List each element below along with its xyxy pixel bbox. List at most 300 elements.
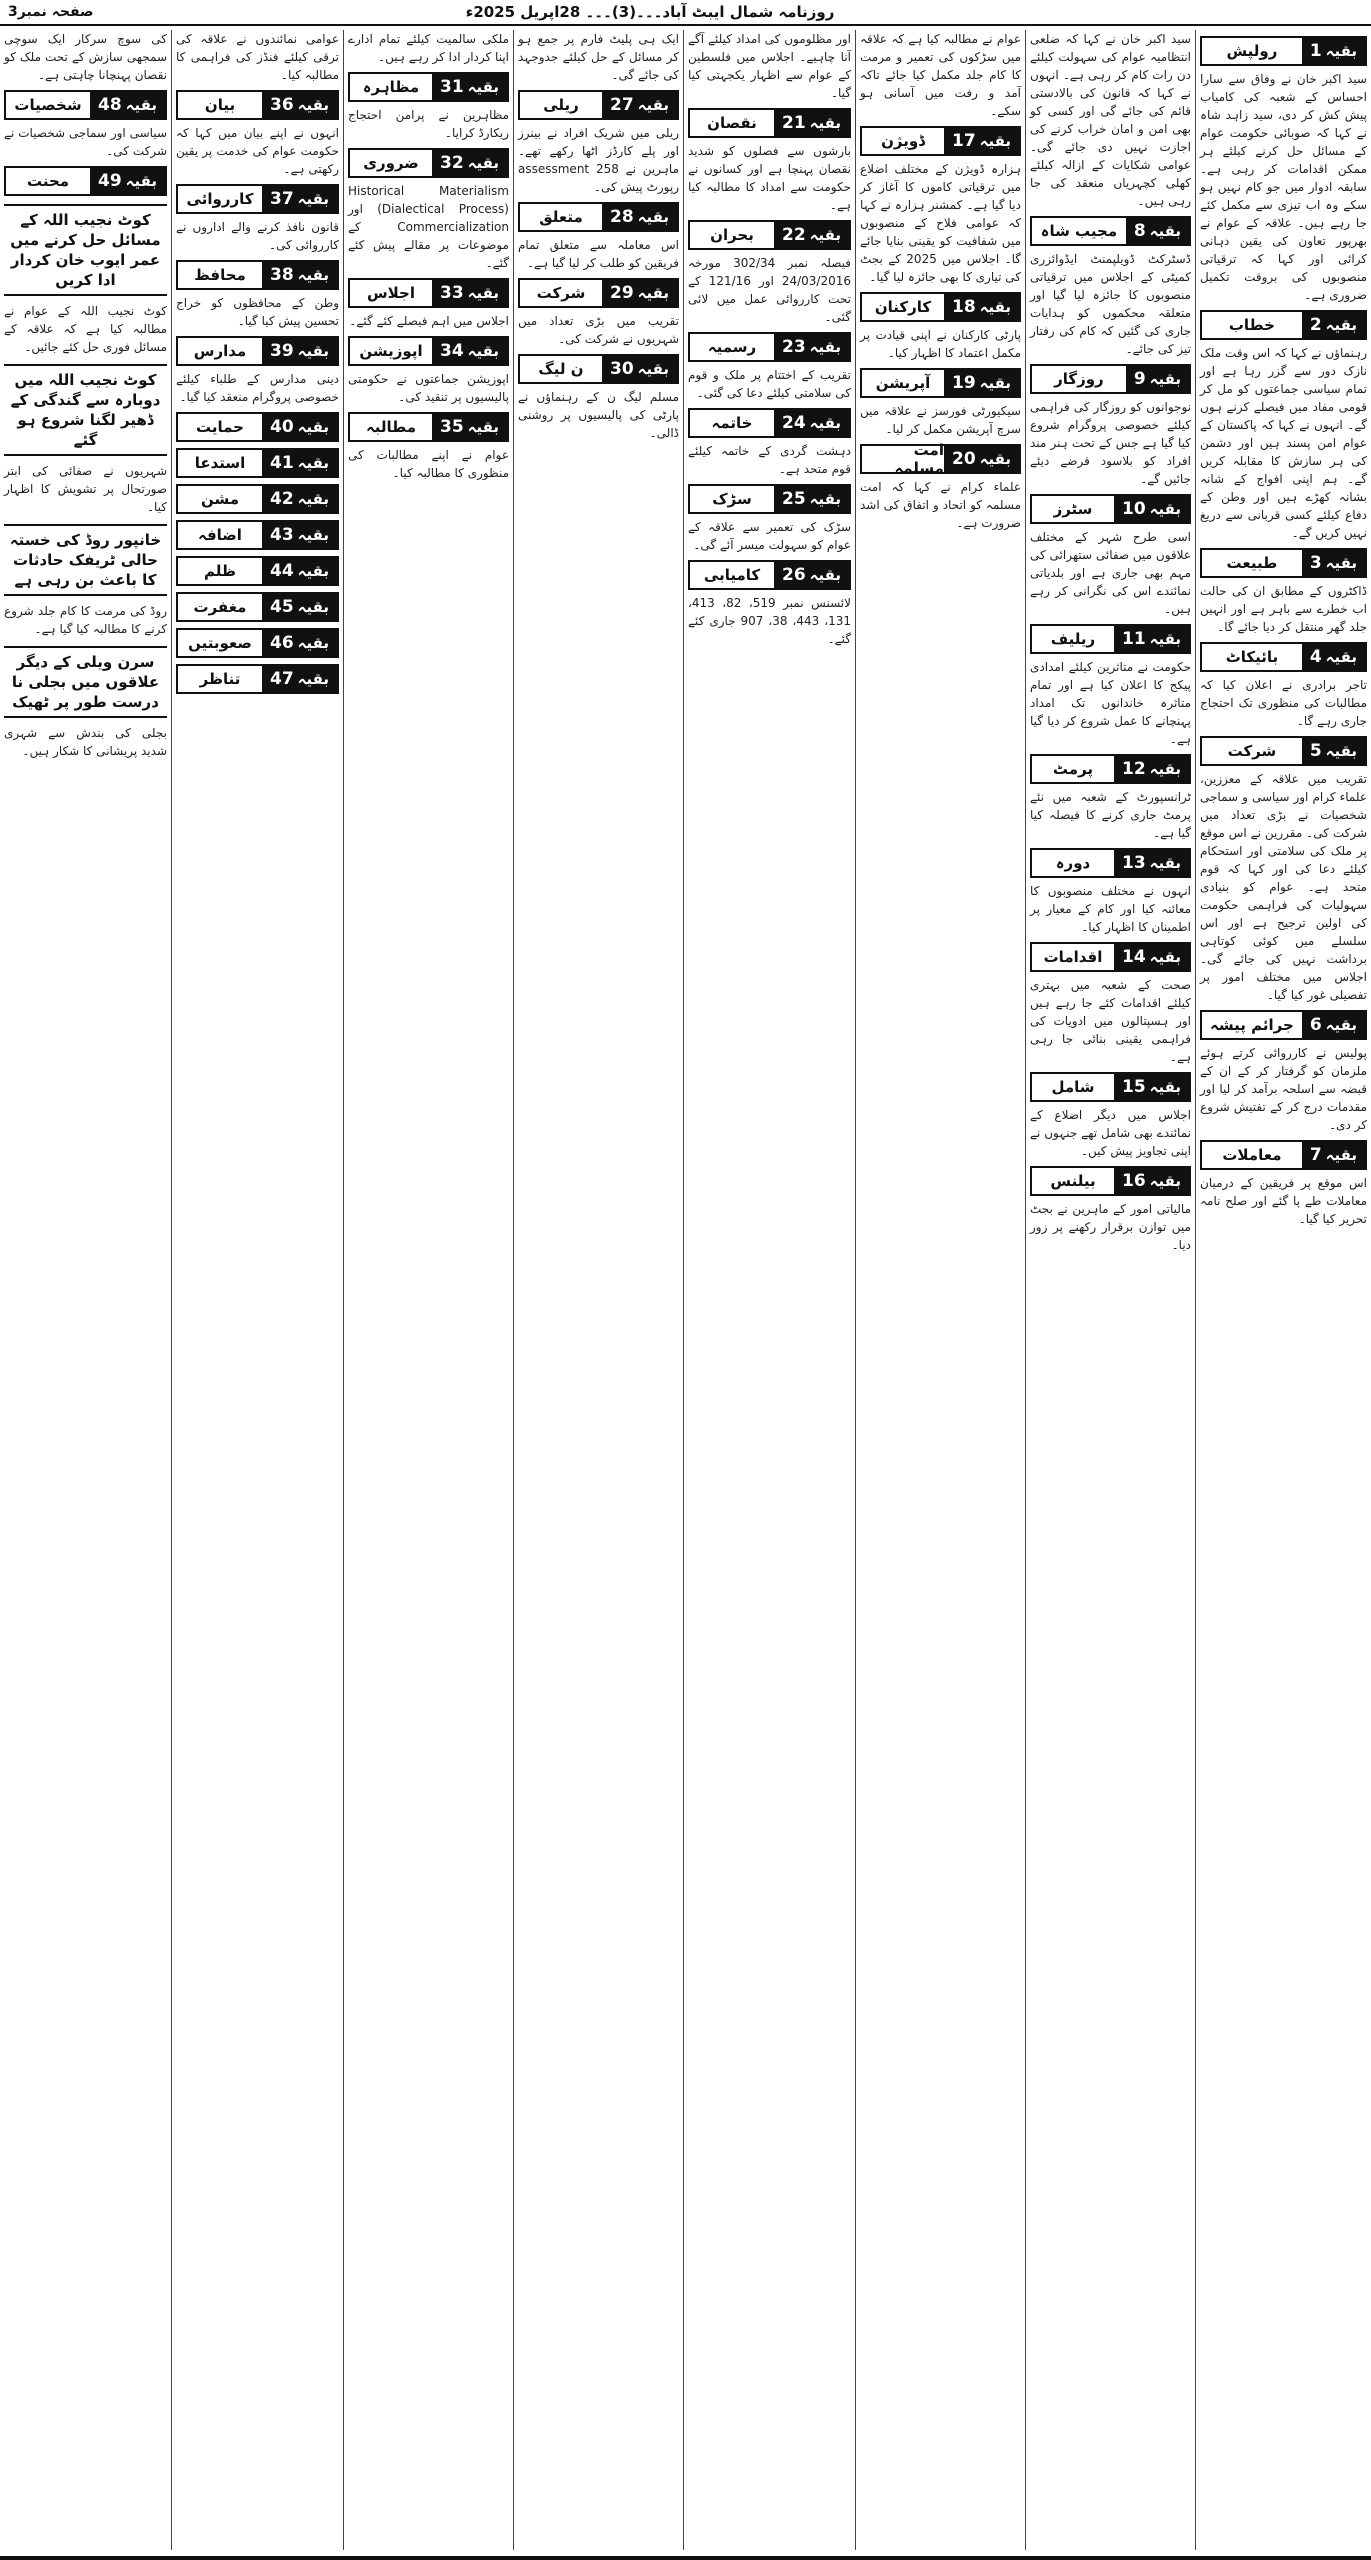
continuation-box xyxy=(1030,624,1191,654)
continuation-box xyxy=(1200,310,1367,340)
continuation-label xyxy=(1302,38,1365,64)
continuation-keyword: متعلق xyxy=(520,204,602,230)
continuation-number: 32 xyxy=(439,153,464,173)
article-text: علماء کرام نے کہا کہ امت مسلمہ کو اتحاد و اتفاق کی اشد ضرورت ہے۔ xyxy=(860,480,1021,530)
article-text: عوامی نمائندوں نے علاقہ کی ترقی کیلئے فنڈز کی فراہمی کا مطالبہ کیا۔ xyxy=(176,32,339,82)
continuation-box xyxy=(1030,216,1191,246)
continuation-box xyxy=(1030,942,1191,972)
article-text: پولیس نے کارروائی کرتے ہوئے ملزمان کو گرفتار کر کے ان کے قبضہ سے اسلحہ برآمد کر لیا اور مقدمات درج کر کے تفتیش شروع کر دی۔ xyxy=(1200,1046,1367,1132)
continuation-number: 13 xyxy=(1121,853,1146,873)
continuation-word-baqia: بقیہ xyxy=(637,208,669,226)
continuation-box xyxy=(176,412,339,442)
continuation-keyword: سڑک xyxy=(690,486,774,512)
continuation-number: 42 xyxy=(269,489,294,509)
continuation-label xyxy=(1302,738,1365,764)
article-text: اس موقع پر فریقین کے درمیان معاملات طے پا گئے اور صلح نامہ تحریر کیا گیا۔ xyxy=(1200,1176,1367,1226)
continuation-number: 33 xyxy=(439,283,464,303)
continuation-box xyxy=(860,368,1021,398)
continuation-word-baqia: بقیہ xyxy=(979,374,1011,392)
continuation-word-baqia: بقیہ xyxy=(125,96,157,114)
article-text: اجلاس میں دیگر اضلاع کے نمائندے بھی شامل تھے جنہوں نے اپنی تجاویز پیش کیں۔ xyxy=(1030,1108,1191,1158)
continuation-number: 22 xyxy=(781,225,806,245)
continuation-word-baqia: بقیہ xyxy=(1149,1078,1181,1096)
continuation-number: 36 xyxy=(269,95,294,115)
article-text: وطن کے محافظوں کو خراج تحسین پیش کیا گیا۔ xyxy=(176,296,339,328)
continuation-number: 34 xyxy=(439,341,464,361)
continuation-word-baqia: بقیہ xyxy=(297,526,329,544)
continuation-box xyxy=(1030,848,1191,878)
news-column-3 xyxy=(855,30,1025,2550)
continuation-keyword: شخصیات xyxy=(6,92,90,118)
article-text: حکومت نے متاثرین کیلئے امدادی پیکج کا اعلان کیا ہے اور تمام متاثرہ خاندانوں تک امداد پہنچانے کا عمل شروع کر دیا گیا ہے۔ xyxy=(1030,660,1191,746)
article-text: ایک ہی پلیٹ فارم پر جمع ہو کر مسائل کے حل کیلئے جدوجہد کی جائے گی۔ xyxy=(518,32,679,82)
continuation-number: 4 xyxy=(1309,647,1322,667)
continuation-label xyxy=(262,522,337,548)
continuation-box xyxy=(518,278,679,308)
continuation-word-baqia: بقیہ xyxy=(979,450,1011,468)
continuation-box xyxy=(176,628,339,658)
article-text: مسلم لیگ ن کے رہنماؤں نے پارٹی کی پالیسیوں پر روشنی ڈالی۔ xyxy=(518,390,679,440)
continuation-keyword: ڈویژن xyxy=(862,128,944,154)
continuation-word-baqia: بقیہ xyxy=(809,338,841,356)
continuation-word-baqia: بقیہ xyxy=(1325,554,1357,572)
continuation-number: 9 xyxy=(1133,369,1146,389)
continuation-label xyxy=(1114,1074,1189,1100)
continuation-box xyxy=(1030,364,1191,394)
continuation-number: 18 xyxy=(951,297,976,317)
continuation-box xyxy=(1200,1010,1367,1040)
article-text: نوجوانوں کو روزگار کی فراہمی کیلئے خصوصی پروگرام شروع کیا گیا ہے جس کے تحت ہنر مند افراد کو بلاسود قرضے دیئے جائیں گے۔ xyxy=(1030,400,1191,486)
continuation-box xyxy=(4,90,167,120)
continuation-label xyxy=(774,410,849,436)
article-text: سید اکبر خان نے وفاق سے سارا احساس کے شعبہ کی کامیاب پیش کش کر دی، سید زاہد شاہ نے کہا کہ صوبائی حکومت عوام کے مسائل حل کرنے کیلئے ہر ممکن اقدامات کر رہی ہے۔ سابقہ ادوار میں جو کام نہیں ہو سکے وہ اب تیزی سے مکمل کئے جا رہے ہیں۔ علاقہ کے عوام نے بھرپور تعاون کی یقین دہانی کرائی اور کہا کہ ترقیاتی منصوبوں کی بروقت تکمیل ضروری ہے۔ xyxy=(1200,72,1367,302)
article-text: فیصلہ نمبر 302/34 مورخہ 24/03/2016 اور 121/16 کے تحت کارروائی عمل میں لائی گئی۔ xyxy=(688,256,852,324)
continuation-label xyxy=(262,338,337,364)
continuation-keyword: ظلم xyxy=(178,558,262,584)
article-text: Historical Materialism (Dialectical Process) اور Commercialization کے موضوعات پر مقالے پیش کئے گئے۔ xyxy=(348,184,509,270)
continuation-keyword: بحران xyxy=(690,222,774,248)
continuation-number: 47 xyxy=(269,669,294,689)
continuation-label xyxy=(90,168,165,194)
news-column-8 xyxy=(0,30,171,2550)
continuation-box xyxy=(518,90,679,120)
article-text: لائسنس نمبر 519، 82، 413، 131، 443، 38، 907 جاری کئے گئے۔ xyxy=(688,596,852,646)
continuation-keyword: شرکت xyxy=(1202,738,1302,764)
article-text: تقریب میں بڑی تعداد میں شہریوں نے شرکت کی۔ xyxy=(518,314,679,346)
continuation-keyword: رسمیہ xyxy=(690,334,774,360)
article-text: بجلی کی بندش سے شہری شدید پریشانی کا شکار ہیں۔ xyxy=(4,726,167,758)
continuation-box xyxy=(348,148,509,178)
continuation-label xyxy=(432,338,507,364)
continuation-number: 20 xyxy=(951,449,976,469)
continuation-keyword: مجیب شاہ xyxy=(1032,218,1126,244)
continuation-label xyxy=(262,186,337,212)
continuation-word-baqia: بقیہ xyxy=(1325,1016,1357,1034)
continuation-keyword: اجلاس xyxy=(350,280,432,306)
continuation-word-baqia: بقیہ xyxy=(1149,1172,1181,1190)
continuation-label xyxy=(774,562,849,588)
continuation-keyword: مظاہرہ xyxy=(350,74,432,100)
article-text: عوام نے مطالبہ کیا ہے کہ علاقہ میں سڑکوں کی تعمیر و مرمت کا کام جلد مکمل کیا جائے تاکہ آمد و رفت میں آسانی ہو سکے۔ xyxy=(860,32,1021,118)
news-headline: کوٹ نجیب اللہ میں دوبارہ سے گندگی کے ڈھیر لگنا شروع ہو گئے xyxy=(4,364,167,456)
continuation-word-baqia: بقیہ xyxy=(637,96,669,114)
continuation-number: 8 xyxy=(1133,221,1146,241)
continuation-keyword: مدارس xyxy=(178,338,262,364)
article-text: ملکی سالمیت کیلئے تمام ادارے اپنا کردار ادا کر رہے ہیں۔ xyxy=(348,32,509,64)
continuation-label xyxy=(432,150,507,176)
continuation-word-baqia: بقیہ xyxy=(1149,760,1181,778)
continuation-label xyxy=(262,450,337,476)
news-column-7 xyxy=(171,30,343,2550)
article-text: اسی طرح شہر کے مختلف علاقوں میں صفائی ستھرائی کی مہم بھی جاری ہے اور بلدیاتی نمائندے اس کی نگرانی کر رہے ہیں۔ xyxy=(1030,530,1191,616)
continuation-box xyxy=(518,354,679,384)
article-text: پارٹی کارکنان نے اپنی قیادت پر مکمل اعتماد کا اظہار کیا۔ xyxy=(860,328,1021,360)
continuation-keyword: تناظر xyxy=(178,666,262,692)
continuation-number: 5 xyxy=(1309,741,1322,761)
article-text: اجلاس میں اہم فیصلے کئے گئے۔ xyxy=(349,314,509,328)
news-column-1 xyxy=(1195,30,1371,2550)
article-text: روڈ کی مرمت کا کام جلد شروع کرنے کا مطالبہ کیا گیا ہے۔ xyxy=(4,604,167,636)
continuation-box xyxy=(860,441,1021,477)
article-text: انہوں نے اپنے بیان میں کہا کہ حکومت عوام کی خدمت پر یقین رکھتی ہے۔ xyxy=(176,126,339,176)
continuation-label xyxy=(944,370,1019,396)
continuation-word-baqia: بقیہ xyxy=(297,490,329,508)
continuation-label xyxy=(1302,550,1365,576)
continuation-number: 23 xyxy=(781,337,806,357)
article-text: کی سوچ سرکار ایک سوچی سمجھی سازش کے تحت ملک کو نقصان پہنچانا چاہتی ہے۔ xyxy=(4,32,167,82)
continuation-box xyxy=(1030,754,1191,784)
article-text: بارشوں سے فصلوں کو شدید نقصان پہنچا ہے اور کسانوں نے حکومت سے امداد کا مطالبہ کیا ہے۔ xyxy=(688,144,851,212)
continuation-label xyxy=(262,92,337,118)
continuation-keyword: روزگار xyxy=(1032,366,1126,392)
continuation-word-baqia: بقیہ xyxy=(467,342,499,360)
continuation-number: 30 xyxy=(609,359,634,379)
masthead-title: روزنامہ شمال ایبٹ آباد۔۔۔(3)۔۔۔ 28اپریل 2025ء xyxy=(465,3,835,21)
continuation-label xyxy=(1126,366,1189,392)
continuation-number: 39 xyxy=(269,341,294,361)
continuation-label xyxy=(944,446,1019,472)
continuation-keyword: اضافہ xyxy=(178,522,262,548)
continuation-keyword: کارکنان xyxy=(862,294,944,320)
continuation-number: 27 xyxy=(609,95,634,115)
continuation-number: 6 xyxy=(1309,1015,1322,1035)
continuation-word-baqia: بقیہ xyxy=(1149,370,1181,388)
continuation-keyword: حمایت xyxy=(178,414,262,440)
continuation-word-baqia: بقیہ xyxy=(1149,630,1181,648)
article-text: تقریب کے اختتام پر ملک و قوم کی سلامتی کیلئے دعا کی گئی۔ xyxy=(688,368,851,400)
continuation-label xyxy=(944,128,1019,154)
continuation-number: 21 xyxy=(781,113,806,133)
continuation-number: 7 xyxy=(1309,1145,1322,1165)
continuation-word-baqia: بقیہ xyxy=(979,298,1011,316)
continuation-keyword: سٹرز xyxy=(1032,496,1114,522)
continuation-keyword: معاملات xyxy=(1202,1142,1302,1168)
continuation-box xyxy=(348,412,509,442)
continuation-box xyxy=(176,592,339,622)
continuation-box xyxy=(348,336,509,366)
article-text: صحت کے شعبہ میں بہتری کیلئے اقدامات کئے جا رہے ہیں اور ہسپتالوں میں ادویات کی فراہمی یقینی بنائی جا رہی ہے۔ xyxy=(1030,978,1191,1064)
continuation-box xyxy=(860,126,1021,156)
article-text: دینی مدارس کے طلباء کیلئے خصوصی پروگرام منعقد کیا گیا۔ xyxy=(176,372,339,404)
continuation-word-baqia: بقیہ xyxy=(297,266,329,284)
continuation-label xyxy=(262,558,337,584)
news-headline: سرن ویلی کے دیگر علاقوں میں بجلی نا درست طور پر ٹھیک xyxy=(4,646,167,718)
continuation-keyword: شرکت xyxy=(520,280,602,306)
article-text: ڈسٹرکٹ ڈویلپمنٹ ایڈوائزری کمیٹی کے اجلاس میں ترقیاتی منصوبوں کا جائزہ لیا گیا اور متعلقہ محکموں کو ہدایات جاری کی گئیں کہ کام کی رفتار تیز کی جائے۔ xyxy=(1030,252,1191,356)
page-bottom-rule xyxy=(0,2556,1371,2560)
continuation-number: 29 xyxy=(609,283,634,303)
continuation-number: 24 xyxy=(781,413,806,433)
article-text: سڑک کی تعمیر سے علاقہ کے عوام کو سہولت میسر آئے گی۔ xyxy=(688,520,851,552)
article-text: رہنماؤں نے کہا کہ اس وقت ملک نازک دور سے گزر رہا ہے اور تمام سیاسی جماعتوں کو مل کر قومی مفاد میں فیصلے کرنے ہوں گے۔ انہوں نے کہا کہ پاکستان کے عوام امن پسند ہیں اور دشمن کی ہر سازش کا مقابلہ کریں گے۔ ہم اپنی افواج کے شانہ بشانہ کھڑے ہیں اور وطن کے دفاع کیلئے کسی قربانی سے دریغ نہیں کریں گے۔ xyxy=(1200,346,1367,540)
continuation-box xyxy=(176,664,339,694)
continuation-keyword: مشن xyxy=(178,486,262,512)
continuation-box xyxy=(176,484,339,514)
continuation-number: 14 xyxy=(1121,947,1146,967)
continuation-word-baqia: بقیہ xyxy=(467,418,499,436)
continuation-number: 35 xyxy=(439,417,464,437)
continuation-box xyxy=(348,72,509,102)
article-text: اور مظلوموں کی امداد کیلئے آگے آنا چاہیے۔ اجلاس میں فلسطین کے عوام سے اظہار یکجہتی کیا گیا۔ xyxy=(688,32,851,100)
continuation-keyword: استدعا xyxy=(178,450,262,476)
continuation-box xyxy=(4,166,167,196)
continuation-keyword: بائیکاٹ xyxy=(1202,644,1302,670)
masthead xyxy=(0,0,1371,26)
continuation-label xyxy=(774,334,849,360)
continuation-keyword: خاتمہ xyxy=(690,410,774,436)
continuation-word-baqia: بقیہ xyxy=(1325,742,1357,760)
continuation-keyword: نقصان xyxy=(690,110,774,136)
continuation-keyword: اقدامات xyxy=(1032,944,1114,970)
article-text: عوام نے اپنے مطالبات کی منظوری کا مطالبہ کیا۔ xyxy=(348,448,509,480)
continuation-label xyxy=(944,294,1019,320)
continuation-keyword: ضروری xyxy=(350,150,432,176)
continuation-label xyxy=(262,414,337,440)
continuation-label xyxy=(1114,944,1189,970)
continuation-box xyxy=(176,260,339,290)
continuation-label xyxy=(90,92,165,118)
continuation-word-baqia: بقیہ xyxy=(297,562,329,580)
continuation-label xyxy=(1114,496,1189,522)
continuation-word-baqia: بقیہ xyxy=(1325,648,1357,666)
continuation-word-baqia: بقیہ xyxy=(1325,1146,1357,1164)
continuation-word-baqia: بقیہ xyxy=(809,226,841,244)
article-text: تقریب میں علاقہ کے معززین، علماء کرام اور سیاسی و سماجی شخصیات نے بڑی تعداد میں شرکت کی۔ مقررین نے اس موقع پر ملک کی سلامتی اور استحکام کیلئے دعا کی اور کہا کہ قوم متحد ہے۔ عوام کو بنیادی سہولیات کی فراہمی حکومت کی اولین ترجیح ہے اور اس سلسلے میں کوئی کوتاہی برداشت نہیں کی جائے گی۔ اجلاس میں مختلف امور پر تفصیلی غور کیا گیا۔ xyxy=(1200,772,1367,1002)
continuation-word-baqia: بقیہ xyxy=(297,670,329,688)
continuation-number: 48 xyxy=(97,95,122,115)
page-number-label: صفحہ نمبر3 xyxy=(8,4,94,20)
continuation-box xyxy=(1030,1166,1191,1196)
article-text: تاجر برادری نے اعلان کیا کہ مطالبات کی منظوری تک احتجاج جاری رہے گا۔ xyxy=(1200,678,1367,728)
continuation-label xyxy=(1114,850,1189,876)
continuation-box xyxy=(860,292,1021,322)
continuation-number: 43 xyxy=(269,525,294,545)
continuation-keyword: رولپش xyxy=(1202,38,1302,64)
continuation-keyword: کامیابی xyxy=(690,562,774,588)
continuation-box xyxy=(688,332,851,362)
continuation-number: 41 xyxy=(269,453,294,473)
continuation-number: 40 xyxy=(269,417,294,437)
article-text: مظاہرین نے پرامن احتجاج ریکارڈ کرایا۔ xyxy=(348,108,509,140)
continuation-number: 16 xyxy=(1121,1171,1146,1191)
continuation-keyword: مغفرت xyxy=(178,594,262,620)
continuation-number: 37 xyxy=(269,189,294,209)
continuation-word-baqia: بقیہ xyxy=(637,360,669,378)
article-text: سید اکبر خان نے کہا کہ ضلعی انتظامیہ عوام کی سہولت کیلئے دن رات کام کر رہی ہے۔ انہوں نے کہا کہ قانون کی بالادستی قائم کی جائے گی اور کسی کو بھی امن و امان خراب کرنے کی اجازت نہیں دی جائے گی۔ عوامی شکایات کے ازالہ کیلئے کھلی کچہریاں منعقد کی جا رہی ہیں۔ xyxy=(1030,32,1191,208)
continuation-word-baqia: بقیہ xyxy=(297,190,329,208)
continuation-keyword: بیلنس xyxy=(1032,1168,1114,1194)
continuation-number: 17 xyxy=(951,131,976,151)
continuation-label xyxy=(262,594,337,620)
continuation-keyword: پرمٹ xyxy=(1032,756,1114,782)
article-text: ٹرانسپورٹ کے شعبہ میں نئے پرمٹ جاری کرنے کا فیصلہ کیا گیا ہے۔ xyxy=(1030,790,1191,840)
article-text: مالیاتی امور کے ماہرین نے بجٹ میں توازن برقرار رکھنے پر زور دیا۔ xyxy=(1030,1202,1191,1252)
article-text: ڈاکٹروں کے مطابق ان کی حالت اب خطرے سے باہر ہے اور انہیں جلد گھر منتقل کر دیا جائے گا۔ xyxy=(1200,584,1367,634)
continuation-number: 44 xyxy=(269,561,294,581)
continuation-label xyxy=(1302,1012,1365,1038)
continuation-box xyxy=(1200,642,1367,672)
continuation-word-baqia: بقیہ xyxy=(1149,500,1181,518)
news-headline: خانپور روڈ کی خستہ حالی ٹریفک حادثات کا باعث بن رہی ہے xyxy=(4,524,167,596)
continuation-word-baqia: بقیہ xyxy=(1149,948,1181,966)
article-text: قانون نافذ کرنے والے اداروں نے کارروائی کی۔ xyxy=(176,220,339,252)
continuation-box xyxy=(518,202,679,232)
continuation-label xyxy=(1126,218,1189,244)
continuation-label xyxy=(602,204,677,230)
continuation-word-baqia: بقیہ xyxy=(809,114,841,132)
continuation-box xyxy=(1200,736,1367,766)
continuation-box xyxy=(176,184,339,214)
continuation-label xyxy=(432,74,507,100)
continuation-box xyxy=(176,448,339,478)
continuation-word-baqia: بقیہ xyxy=(637,284,669,302)
continuation-label xyxy=(432,414,507,440)
continuation-label xyxy=(1114,1168,1189,1194)
continuation-word-baqia: بقیہ xyxy=(467,154,499,172)
continuation-number: 3 xyxy=(1309,553,1322,573)
continuation-keyword: کارروائی xyxy=(178,186,262,212)
continuation-box xyxy=(688,408,851,438)
article-text: ہزارہ ڈویژن کے مختلف اضلاع میں ترقیاتی کاموں کا آغاز کر دیا گیا ہے۔ کمشنر ہزارہ نے کہا کہ عوامی فلاح کے منصوبوں میں شفافیت کو یقینی بنایا جائے گا۔ اجلاس میں 2025 کے بجٹ کی تیاری کا بھی جائزہ لیا گیا۔ xyxy=(860,162,1021,284)
article-text: کوٹ نجیب اللہ کے عوام نے مطالبہ کیا ہے کہ علاقہ کے مسائل فوری حل کئے جائیں۔ xyxy=(4,304,167,354)
continuation-box xyxy=(1200,36,1367,66)
continuation-number: 49 xyxy=(97,171,122,191)
continuation-label xyxy=(774,486,849,512)
continuation-keyword: دورہ xyxy=(1032,850,1114,876)
continuation-word-baqia: بقیہ xyxy=(809,490,841,508)
continuation-keyword: شامل xyxy=(1032,1074,1114,1100)
continuation-label xyxy=(262,630,337,656)
continuation-number: 25 xyxy=(781,489,806,509)
continuation-keyword: اپوزیشن xyxy=(350,338,432,364)
news-column-4 xyxy=(683,30,855,2550)
continuation-word-baqia: بقیہ xyxy=(297,598,329,616)
continuation-label xyxy=(1302,312,1365,338)
news-column-5 xyxy=(513,30,683,2550)
continuation-number: 45 xyxy=(269,597,294,617)
continuation-word-baqia: بقیہ xyxy=(809,414,841,432)
article-text: سیکیورٹی فورسز نے علاقہ میں سرچ آپریشن مکمل کر لیا۔ xyxy=(860,404,1021,436)
continuation-label xyxy=(774,110,849,136)
continuation-number: 11 xyxy=(1121,629,1146,649)
continuation-label xyxy=(1302,644,1365,670)
continuation-word-baqia: بقیہ xyxy=(1149,854,1181,872)
continuation-word-baqia: بقیہ xyxy=(297,634,329,652)
continuation-number: 12 xyxy=(1121,759,1146,779)
continuation-box xyxy=(688,560,851,590)
continuation-box xyxy=(688,108,851,138)
continuation-label xyxy=(432,280,507,306)
continuation-box xyxy=(176,520,339,550)
continuation-word-baqia: بقیہ xyxy=(467,284,499,302)
continuation-number: 19 xyxy=(951,373,976,393)
continuation-label xyxy=(262,486,337,512)
news-column-6 xyxy=(343,30,513,2550)
continuation-keyword: محنت xyxy=(6,168,90,194)
continuation-number: 1 xyxy=(1309,41,1322,61)
continuation-number: 28 xyxy=(609,207,634,227)
continuation-word-baqia: بقیہ xyxy=(297,96,329,114)
continuation-keyword: ریلیف xyxy=(1032,626,1114,652)
continuation-keyword: ن لیگ xyxy=(520,356,602,382)
continuation-number: 15 xyxy=(1121,1077,1146,1097)
continuation-label xyxy=(602,92,677,118)
continuation-box xyxy=(1200,548,1367,578)
continuation-keyword: طبیعت xyxy=(1202,550,1302,576)
continuation-box xyxy=(1200,1140,1367,1170)
continuation-word-baqia: بقیہ xyxy=(297,418,329,436)
continuation-label xyxy=(602,356,677,382)
continuation-word-baqia: بقیہ xyxy=(1149,222,1181,240)
continuation-label xyxy=(602,280,677,306)
continuation-word-baqia: بقیہ xyxy=(297,342,329,360)
continuation-keyword: خطاب xyxy=(1202,312,1302,338)
continuation-label xyxy=(1302,1142,1365,1168)
continuation-number: 10 xyxy=(1121,499,1146,519)
continuation-word-baqia: بقیہ xyxy=(297,454,329,472)
continuation-box xyxy=(1030,1072,1191,1102)
continuation-word-baqia: بقیہ xyxy=(1325,42,1357,60)
continuation-word-baqia: بقیہ xyxy=(467,78,499,96)
continuation-number: 26 xyxy=(781,565,806,585)
continuation-label xyxy=(1114,756,1189,782)
continuation-keyword: آپریشن xyxy=(862,370,944,396)
continuation-keyword: مطالبہ xyxy=(350,414,432,440)
continuation-keyword: بیان xyxy=(178,92,262,118)
continuation-keyword: ریلی xyxy=(520,92,602,118)
article-text: اس معاملہ سے متعلق تمام فریقین کو طلب کر لیا گیا ہے۔ xyxy=(518,238,679,270)
continuation-number: 38 xyxy=(269,265,294,285)
continuation-word-baqia: بقیہ xyxy=(1325,316,1357,334)
continuation-keyword: جرائم پیشہ xyxy=(1202,1012,1302,1038)
article-text: دہشت گردی کے خاتمہ کیلئے قوم متحد ہے۔ xyxy=(688,444,851,476)
continuation-box xyxy=(688,220,851,250)
continuation-word-baqia: بقیہ xyxy=(979,132,1011,150)
continuation-box xyxy=(176,336,339,366)
continuation-keyword: صعوبتیں xyxy=(178,630,262,656)
continuation-word-baqia: بقیہ xyxy=(809,566,841,584)
continuation-box xyxy=(1030,494,1191,524)
article-text: سیاسی اور سماجی شخصیات نے شرکت کی۔ xyxy=(4,126,167,158)
article-text: ریلی میں شریک افراد نے بینرز اور پلے کارڈز اٹھا رکھے تھے۔ ماہرین نے 258 assessment رپورٹ پیش کی۔ xyxy=(518,126,679,194)
article-text: انہوں نے مختلف منصوبوں کا معائنہ کیا اور کام کے معیار پر اطمینان کا اظہار کیا۔ xyxy=(1030,884,1191,934)
continuation-number: 46 xyxy=(269,633,294,653)
continuation-keyword: محافظ xyxy=(178,262,262,288)
news-headline: کوٹ نجیب اللہ کے مسائل حل کرنے میں عمر ایوب خان کردار ادا کریں xyxy=(4,204,167,296)
continuation-box xyxy=(348,278,509,308)
continuation-box xyxy=(176,90,339,120)
article-text: اپوزیشن جماعتوں نے حکومتی پالیسیوں پر تنقید کی۔ xyxy=(348,372,509,404)
